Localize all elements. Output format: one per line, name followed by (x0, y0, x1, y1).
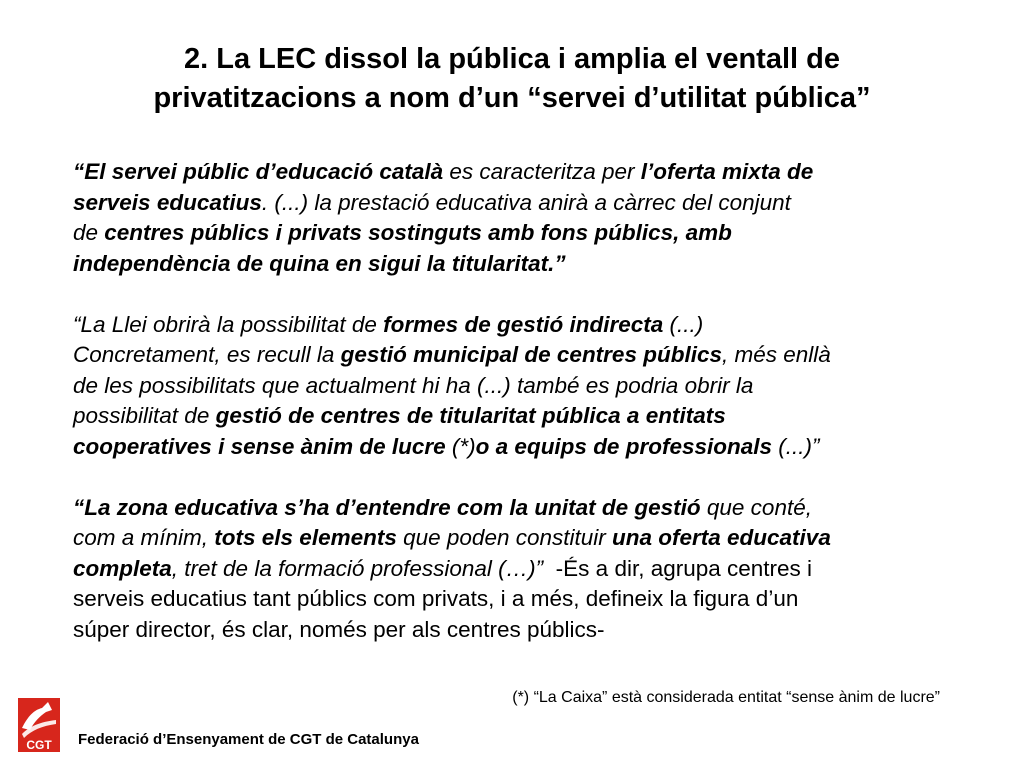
quote-paragraph-3 (73, 493, 973, 646)
quote-paragraph-1 (73, 157, 973, 279)
logo-text: CGT (26, 738, 52, 752)
text-run: de les possibilitats que actualment hi ha (...) també es podria obrir la (73, 372, 754, 398)
text-run: serveis educatius tant públics com privats, i a més, defineix la figura d’un (73, 586, 799, 611)
title-line-1: 2. La LEC dissol la pública i amplia el ventall de (184, 43, 840, 75)
text-run: centres públics i privats sostinguts amb fons públics, amb (104, 220, 732, 245)
text-line (73, 493, 973, 524)
text-run: , tret de la formació professional (…)” (171, 555, 544, 581)
quote-body (73, 157, 973, 676)
text-run: completa (73, 555, 172, 581)
text-run: possibilitat de (73, 403, 216, 428)
text-run: tots els elements (214, 525, 397, 550)
footnote: (*) “La Caixa” està considerada entitat “sense ànim de lucre” (512, 689, 940, 706)
text-line (73, 310, 973, 341)
text-run: una oferta educativa (612, 525, 831, 550)
text-run: o a equips de professionals (475, 433, 772, 459)
text-run: formes de gestió indirecta (383, 311, 664, 337)
cgt-logo (18, 698, 60, 752)
text-run: gestió municipal de centres públics (340, 342, 722, 367)
text-line (73, 554, 973, 585)
text-run: serveis educatius (73, 189, 262, 215)
text-run: de (73, 220, 105, 245)
text-line (73, 249, 973, 280)
text-run: com a mínim, (73, 525, 215, 550)
text-run: que poden constituir (396, 525, 613, 550)
text-run: (*) (445, 433, 476, 459)
text-run: (...) (663, 311, 704, 337)
text-run: cooperatives i sense ànim de lucre (73, 433, 446, 459)
text-run: “La zona educativa s’ha d’entendre com la unitat de gestió (73, 494, 701, 520)
text-run: , més enllà (721, 342, 831, 367)
text-line (73, 157, 973, 188)
text-run: (...)” (772, 433, 820, 459)
slide-title (40, 40, 984, 118)
text-line (73, 340, 973, 371)
text-line (73, 218, 973, 249)
text-run: l’oferta mixta de (640, 159, 814, 184)
quote-paragraph-2 (73, 310, 973, 463)
text-run: “La Llei obrirà la possibilitat de (73, 311, 384, 337)
title-line-2: privatitzacions a nom d’un “servei d’utilitat pública” (153, 82, 871, 114)
text-run: “El servei públic d’educació català (73, 159, 444, 184)
text-run: es caracteritza per (443, 159, 641, 184)
text-line (73, 523, 973, 554)
text-line (73, 615, 973, 646)
text-run: . (...) la prestació educativa anirà a càrrec del conjunt (261, 189, 791, 215)
text-run: gestió de centres de titularitat pública a entitats (215, 403, 726, 428)
text-run: que conté, (700, 494, 812, 520)
text-line (73, 584, 973, 615)
text-run: súper director, és clar, només per als centres públics- (73, 616, 605, 642)
text-run: independència de quina en sigui la titularitat.” (73, 250, 566, 276)
text-line (73, 371, 973, 402)
text-run: Concretament, es recull la (73, 342, 341, 367)
text-run: -És a dir, agrupa centres i (543, 555, 813, 581)
text-line (73, 401, 973, 432)
text-line (73, 188, 973, 219)
organization-name: Federació d’Ensenyament de CGT de Catalunya (78, 731, 419, 748)
text-line (73, 432, 973, 463)
